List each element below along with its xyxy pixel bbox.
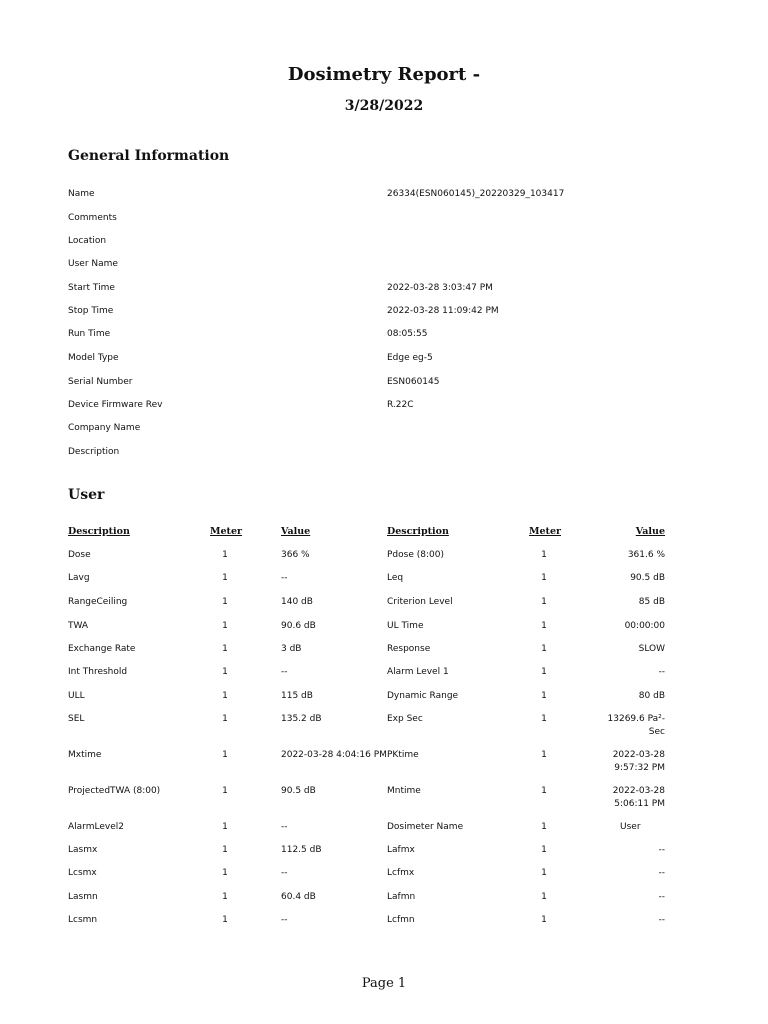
table-cell: 1 — [222, 845, 228, 855]
column-header-value-1: Value — [281, 526, 311, 537]
table-cell: Pdose (8:00) — [387, 550, 444, 560]
table-cell: Response — [387, 644, 431, 654]
table-cell: 1 — [541, 667, 547, 677]
table-cell: 1 — [222, 868, 228, 878]
table-cell: Lasmn — [68, 892, 98, 902]
table-cell: Leq — [387, 573, 404, 583]
table-cell: PKtime — [387, 750, 419, 760]
table-cell: Lafmn — [387, 892, 416, 902]
table-cell: SLOW — [638, 644, 665, 654]
table-cell: -- — [658, 667, 665, 677]
table-cell: 1 — [541, 550, 547, 560]
field-label-company-name: Company Name — [68, 423, 141, 433]
table-cell: 2022-03-28 4:04:16 PM — [281, 750, 387, 760]
table-cell: 1 — [222, 550, 228, 560]
table-cell: 1 — [222, 822, 228, 832]
field-label-name: Name — [68, 189, 95, 199]
table-cell: 361.6 % — [627, 550, 665, 560]
table-cell: 1 — [222, 597, 228, 607]
table-cell: -- — [658, 892, 665, 902]
field-value-run-time: 08:05:55 — [387, 329, 428, 339]
table-cell: 1 — [541, 750, 547, 760]
table-cell: ProjectedTWA (8:00) — [68, 786, 161, 796]
field-label-model-type: Model Type — [68, 353, 119, 363]
field-label-description: Description — [68, 447, 120, 457]
table-cell: 112.5 dB — [281, 845, 322, 855]
table-cell: 2022-03-28 9:57:32 PM — [612, 750, 665, 773]
table-cell: -- — [658, 845, 665, 855]
table-cell: UL Time — [387, 621, 424, 631]
table-cell: 13269.6 Pa²- Sec — [607, 714, 665, 737]
table-cell: Exchange Rate — [68, 644, 136, 654]
table-cell: 90.5 dB — [630, 573, 665, 583]
field-value-start-time: 2022-03-28 3:03:47 PM — [387, 283, 493, 293]
table-cell: -- — [281, 868, 288, 878]
table-cell: 1 — [222, 644, 228, 654]
table-cell: 90.6 dB — [281, 621, 316, 631]
table-cell: -- — [281, 573, 288, 583]
table-cell: Criterion Level — [387, 597, 453, 607]
table-cell: 1 — [541, 845, 547, 855]
table-cell: -- — [281, 915, 288, 925]
field-value-serial-number: ESN060145 — [387, 377, 440, 387]
table-cell: Lcsmn — [68, 915, 98, 925]
table-cell: Lcfmn — [387, 915, 415, 925]
report-date: 3/28/2022 — [344, 98, 424, 114]
field-label-stop-time: Stop Time — [68, 306, 114, 316]
report-title: Dosimetry Report - — [287, 64, 481, 85]
field-value-model-type: Edge eg-5 — [387, 353, 433, 363]
user-section-heading: User — [68, 487, 105, 503]
table-cell: 00:00:00 — [624, 621, 665, 631]
table-cell: User — [620, 822, 641, 832]
table-cell: -- — [281, 667, 288, 677]
table-cell: 135.2 dB — [281, 714, 322, 724]
table-cell: 1 — [222, 667, 228, 677]
page-number: Page 1 — [361, 976, 407, 991]
table-cell: Dose — [68, 550, 91, 560]
table-cell: SEL — [68, 714, 85, 724]
table-cell: Mxtime — [68, 750, 102, 760]
field-label-start-time: Start Time — [68, 283, 115, 293]
table-cell: 60.4 dB — [281, 892, 316, 902]
field-label-serial-number: Serial Number — [68, 377, 133, 387]
table-cell: AlarmLevel2 — [68, 822, 124, 832]
column-header-description-1: Description — [68, 526, 130, 537]
column-header-value-2: Value — [635, 526, 665, 537]
table-cell: -- — [281, 822, 288, 832]
column-header-meter-1: Meter — [210, 526, 242, 537]
table-cell: Mntime — [387, 786, 421, 796]
table-cell: 90.5 dB — [281, 786, 316, 796]
table-cell: 3 dB — [281, 644, 302, 654]
field-value-name: 26334(ESN060145)_20220329_103417 — [387, 189, 565, 199]
table-cell: Dosimeter Name — [387, 822, 464, 832]
table-cell: Lcfmx — [387, 868, 415, 878]
table-cell: 1 — [541, 597, 547, 607]
table-cell: 1 — [222, 915, 228, 925]
table-cell: TWA — [68, 621, 89, 631]
table-cell: 1 — [541, 868, 547, 878]
table-cell: Lavg — [68, 573, 90, 583]
table-cell: Int Threshold — [68, 667, 128, 677]
table-cell: 1 — [222, 621, 228, 631]
general-information-heading: General Information — [68, 148, 230, 164]
table-cell: 1 — [541, 786, 547, 796]
table-cell: Dynamic Range — [387, 691, 459, 701]
column-header-description-2: Description — [387, 526, 449, 537]
field-label-run-time: Run Time — [68, 329, 111, 339]
table-cell: Lasmx — [68, 845, 98, 855]
column-header-meter-2: Meter — [529, 526, 561, 537]
table-cell: 1 — [222, 691, 228, 701]
table-cell: 1 — [222, 573, 228, 583]
table-cell: 2022-03-28 5:06:11 PM — [612, 786, 665, 809]
table-cell: 1 — [541, 573, 547, 583]
table-cell: Exp Sec — [387, 714, 423, 724]
table-cell: 140 dB — [281, 597, 313, 607]
table-cell: ULL — [68, 691, 85, 701]
table-cell: 1 — [222, 750, 228, 760]
table-cell: Lafmx — [387, 845, 415, 855]
field-label-user-name: User Name — [68, 259, 118, 269]
table-cell: -- — [658, 868, 665, 878]
table-cell: 1 — [541, 822, 547, 832]
table-cell: 1 — [541, 691, 547, 701]
table-cell: Alarm Level 1 — [387, 667, 449, 677]
table-cell: 1 — [541, 915, 547, 925]
table-cell: -- — [658, 915, 665, 925]
table-cell: 1 — [222, 786, 228, 796]
field-label-comments: Comments — [68, 213, 117, 223]
field-label-device-firmware-rev: Device Firmware Rev — [68, 400, 163, 410]
table-cell: 366 % — [281, 550, 310, 560]
field-value-stop-time: 2022-03-28 11:09:42 PM — [387, 306, 499, 316]
table-cell: 1 — [541, 714, 547, 724]
table-cell: 1 — [541, 621, 547, 631]
table-cell: 1 — [541, 644, 547, 654]
table-cell: 1 — [541, 892, 547, 902]
table-cell: 80 dB — [638, 691, 665, 701]
field-label-location: Location — [68, 236, 107, 246]
table-cell: Lcsmx — [68, 868, 97, 878]
table-cell: 1 — [222, 714, 228, 724]
table-cell: 1 — [222, 892, 228, 902]
table-cell: RangeCeiling — [68, 597, 128, 607]
table-cell: 115 dB — [281, 691, 313, 701]
field-value-device-firmware-rev: R.22C — [387, 400, 414, 410]
table-cell: 85 dB — [638, 597, 665, 607]
